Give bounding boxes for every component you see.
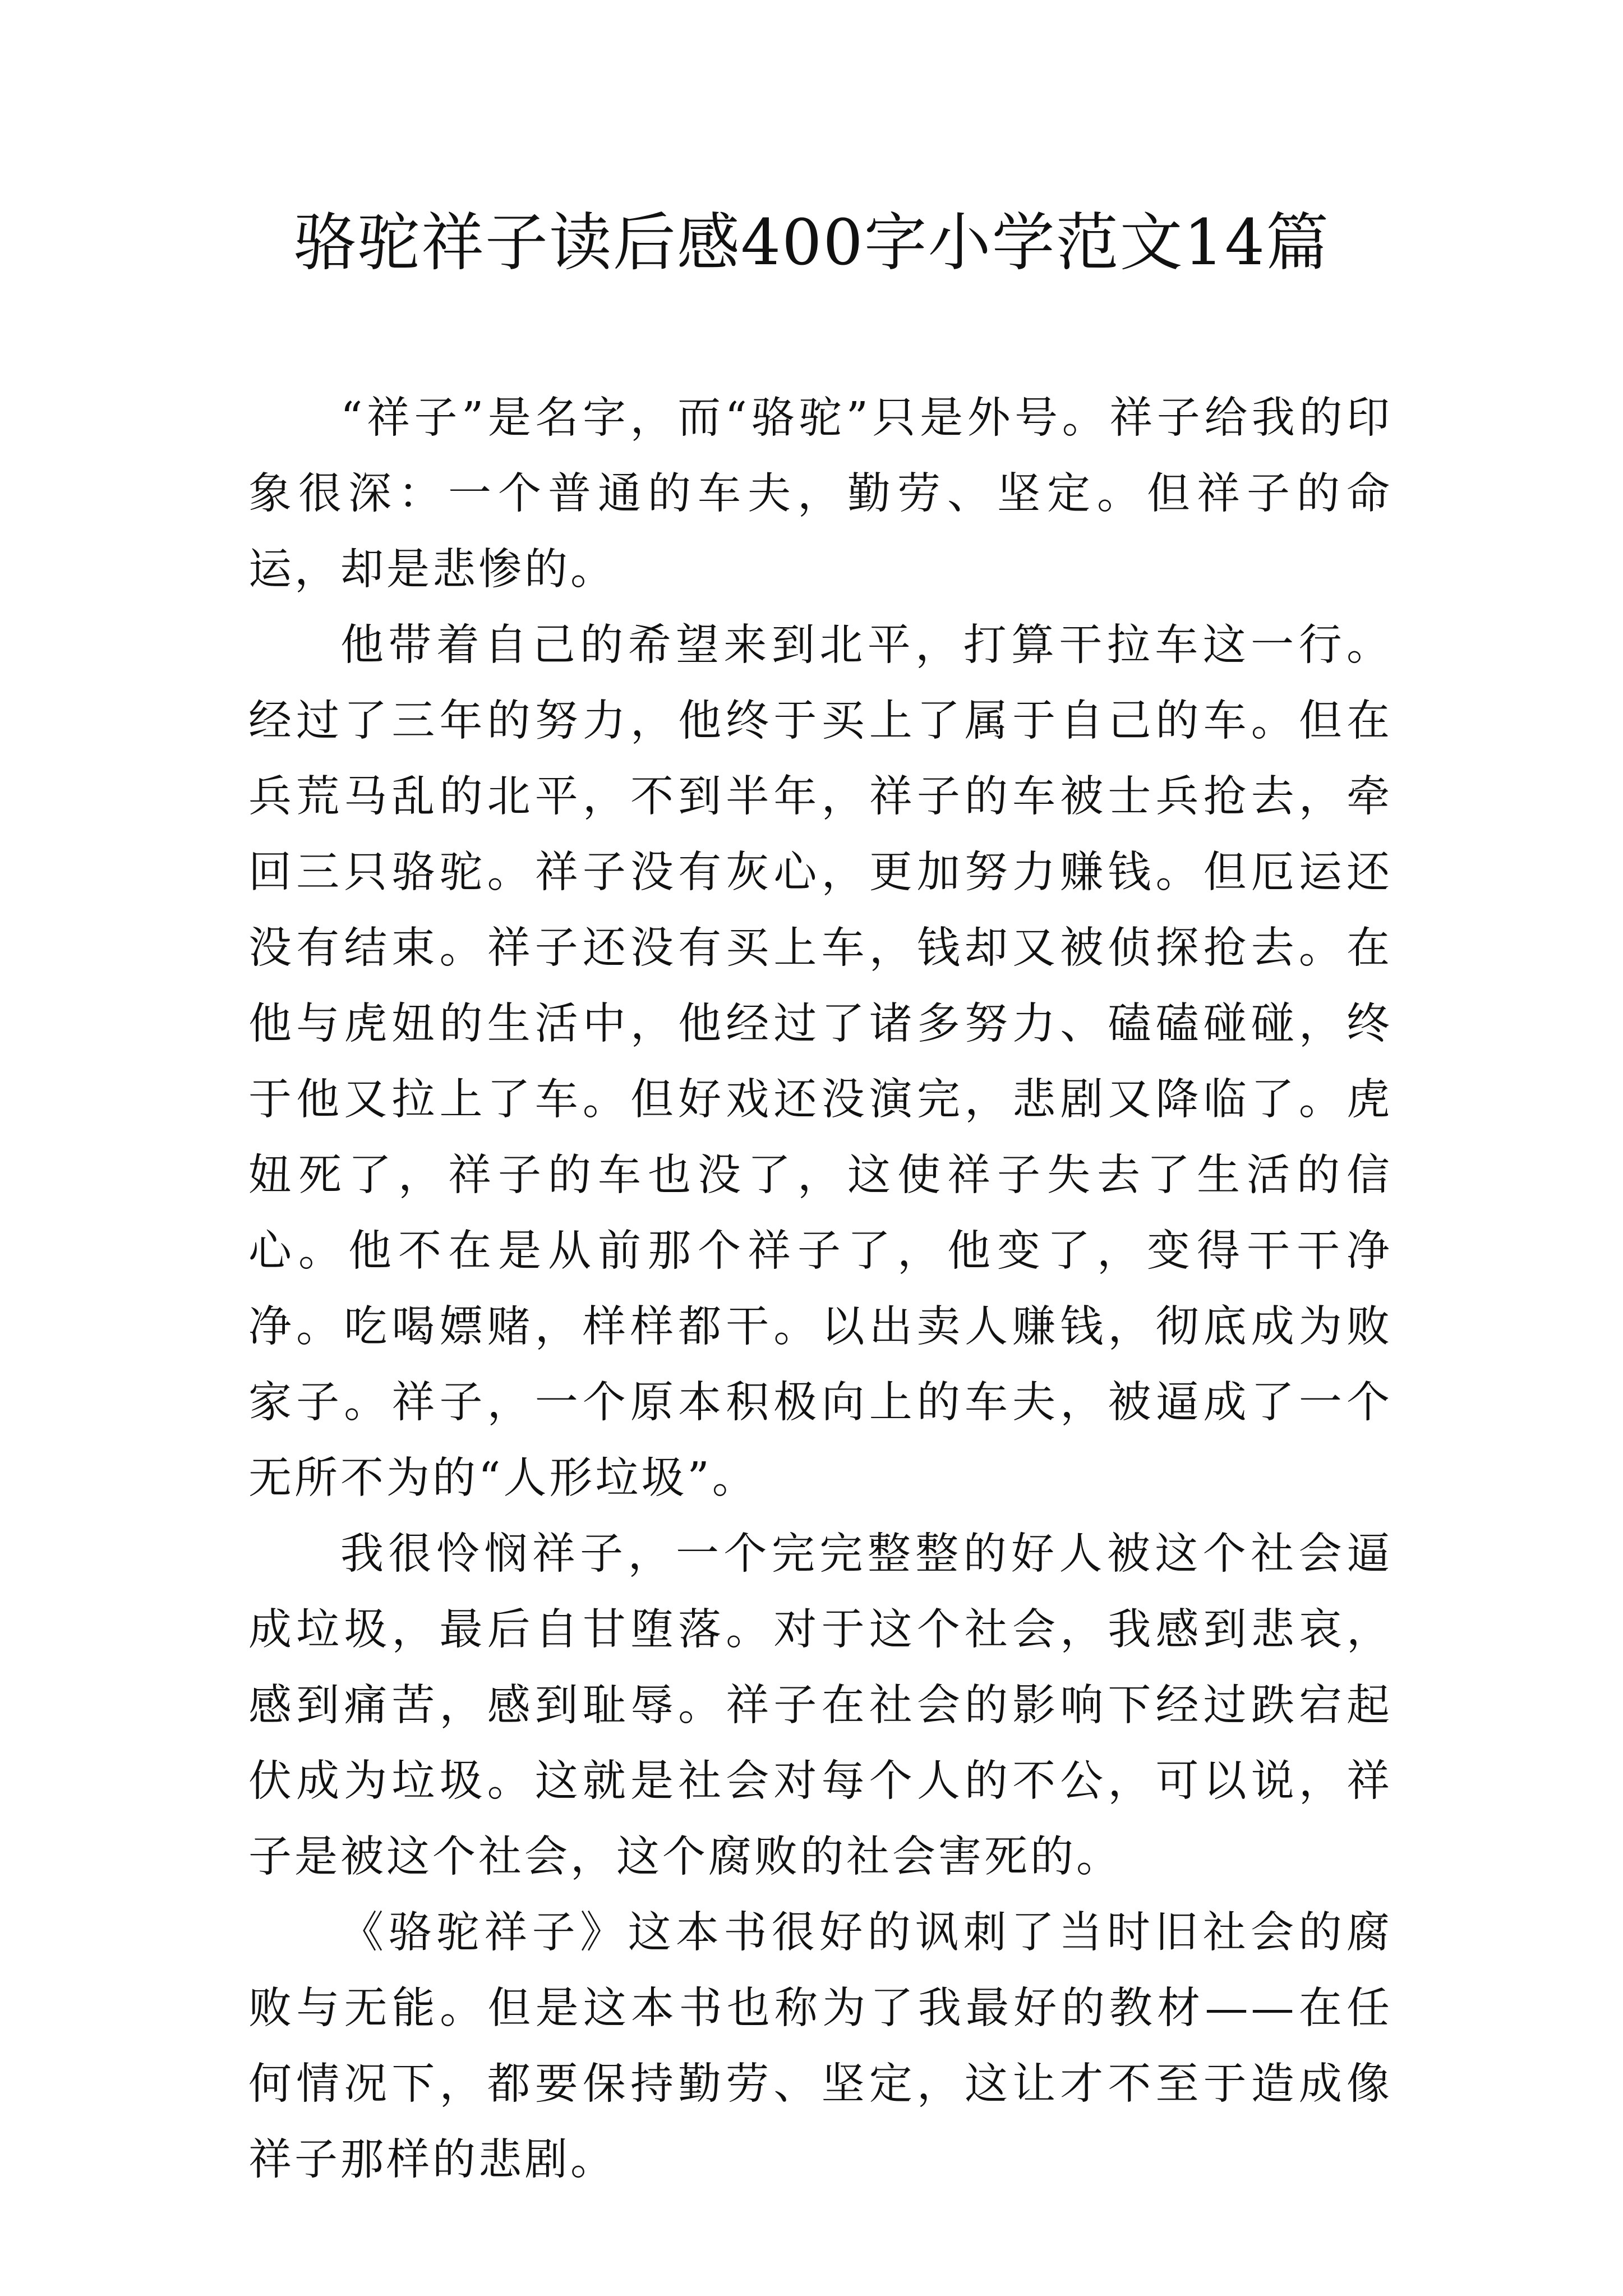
paragraph-intro: “祥子”是名字，而“骆驼”只是外号。祥子给我的印象很深：一个普通的车夫，勤劳、坚定。但祥子的命运，却是悲惨的。 xyxy=(248,393,1393,595)
document-body xyxy=(248,380,1393,2198)
paragraph-conclusion: 《骆驼祥子》这本书很好的讽刺了当时旧社会的腐败与无能。但是这本书也称为了我最好的教材——在任何情况下，都要保持勤劳、坚定，这让才不至于造成像祥子那样的悲剧。 xyxy=(248,1908,1393,2185)
document-title: 骆驼祥子读后感400字小学范文14篇 xyxy=(293,206,1330,279)
paragraph-story: 他带着自己的希望来到北平，打算干拉车这一行。经过了三年的努力，他终于买上了属于自己的车。但在兵荒马乱的北平，不到半年，祥子的车被士兵抢去，牵回三只骆驼。祥子没有灰心，更加努力赚钱。但厄运还没有结束。祥子还没有买上车，钱却又被侦探抢去。在他与虎妞的生活中，他经过了诸多努力、磕磕碰碰，终于他又拉上了车。但好戏还没演完，悲剧又降临了。虎妞死了，祥子的车也没了，这使祥子失去了生活的信心。他不在是从前那个祥子了，他变了，变得干干净净。吃喝嫖赌，样样都干。以出卖人赚钱，彻底成为败家子。祥子，一个原本积极向上的车夫，被逼成了一个无所不为的“人形垃圾”。 xyxy=(248,620,1393,1503)
paragraph-reflection: 我很怜悯祥子，一个完完整整的好人被这个社会逼成垃圾，最后自甘堕落。对于这个社会，我感到悲哀，感到痛苦，感到耻辱。祥子在社会的影响下经过跌宕起伏成为垃圾。这就是社会对每个人的不公，可以说，祥子是被这个社会，这个腐败的社会害死的。 xyxy=(248,1529,1393,1882)
